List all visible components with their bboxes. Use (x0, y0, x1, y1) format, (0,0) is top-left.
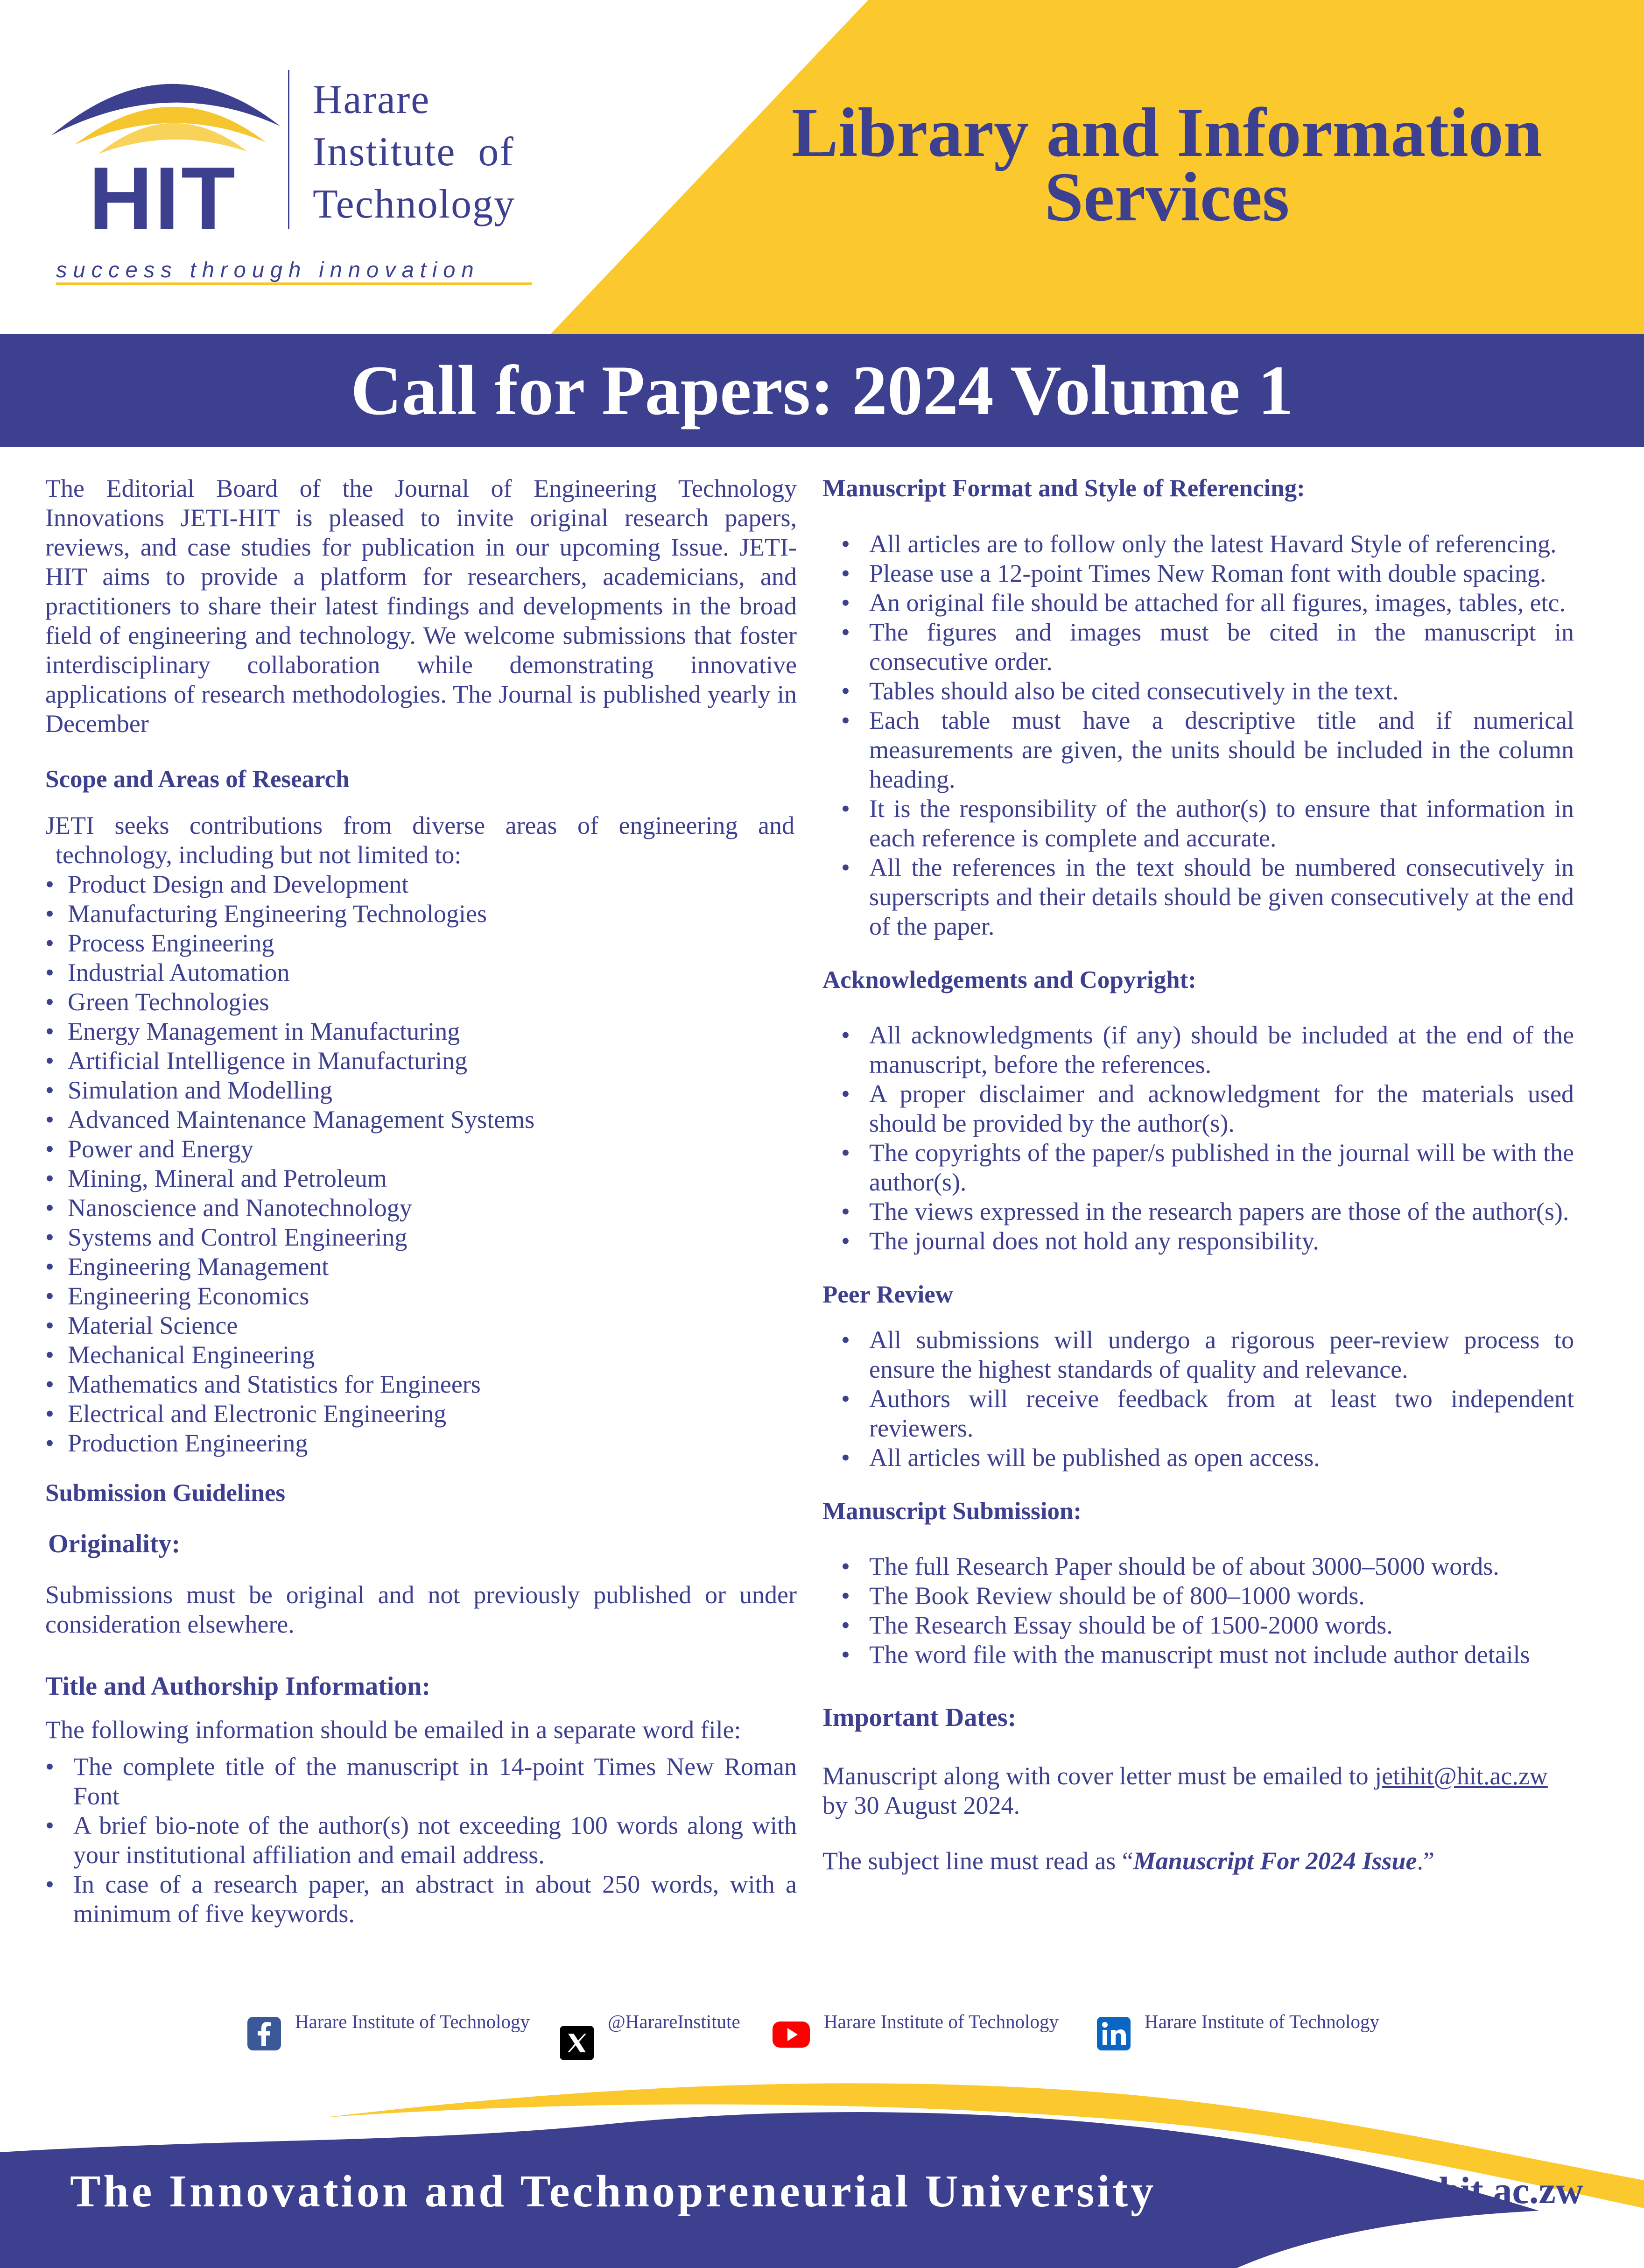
facebook-icon (247, 2017, 281, 2050)
originality-heading: Originality: (48, 1529, 181, 1558)
peer-review-list-item: • Authors will receive feedback from at least two independent reviewers. (822, 1384, 1574, 1443)
title-authorship-list (45, 1752, 797, 1929)
submission-heading: Submission Guidelines (45, 1479, 286, 1507)
scope-intro (45, 811, 797, 870)
x-icon (560, 2026, 594, 2060)
format-list-item: • All articles are to follow only the latest Havard Style of referencing. (822, 529, 1574, 559)
important-dates-heading: Important Dates: (822, 1703, 1017, 1732)
format-list-item: • All the references in the text should be numbered consecutively in superscripts and their details should be given consecutively at the end of the paper. (822, 853, 1574, 941)
scope-list-item: • Mining, Mineral and Petroleum (45, 1164, 797, 1193)
manuscript-submission-heading: Manuscript Submission: (822, 1498, 1082, 1525)
email-link[interactable]: jetihit@hit.ac.zw (1375, 1762, 1548, 1790)
footer-slogan: The Innovation and Technopreneurial University (70, 2166, 1157, 2217)
scope-list-item: • Artificial Intelligence in Manufacturing (45, 1046, 797, 1076)
department-title-line2: Services (1044, 158, 1290, 236)
format-heading: Manuscript Format and Style of Referencing: (822, 475, 1305, 502)
scope-list-item: • Production Engineering (45, 1429, 797, 1458)
social-youtube[interactable] (773, 2007, 1059, 2050)
peer-review-heading: Peer Review (822, 1281, 954, 1308)
youtube-icon (773, 2017, 810, 2050)
logo-underline (56, 282, 532, 285)
format-list-item: • Please use a 12-point Times New Roman font with double spacing. (822, 559, 1574, 588)
dates-text-before: Manuscript along with cover letter must be emailed to (822, 1762, 1375, 1790)
scope-intro-line1: JETI seeks contributions from diverse areas of engineering and (45, 811, 794, 839)
originality-text: Submissions must be original and not previously published or under consideration elsewhere. (45, 1581, 797, 1638)
ack-list-item: • A proper disclaimer and acknowledgment for the materials used should be provided by the author(s). (822, 1079, 1574, 1138)
scope-list-item: • Mechanical Engineering (45, 1340, 797, 1370)
scope-list-item: • Mathematics and Statistics for Engineers (45, 1370, 797, 1399)
title-authorship-heading: Title and Authorship Information: (45, 1672, 431, 1701)
format-list-item: • Each table must have a descriptive title and if numerical measurements are given, the units should be included in the column heading. (822, 706, 1574, 794)
scope-list-item: • Product Design and Development (45, 870, 797, 899)
scope-list (45, 870, 797, 1458)
scope-list-item: • Green Technologies (45, 987, 797, 1017)
format-list-item: • Tables should also be cited consecutively in the text. (822, 676, 1574, 706)
format-list-item: • It is the responsibility of the author(s) to ensure that information in each reference is complete and accurate. (822, 794, 1574, 853)
scope-intro-line2: technology, including but not limited to: (56, 841, 462, 869)
title-authorship-list-item: • The complete title of the manuscript in 14-point Times New Roman Font (45, 1752, 797, 1811)
scope-list-item: • Energy Management in Manufacturing (45, 1017, 797, 1046)
scope-list-item: • Process Engineering (45, 929, 797, 958)
social-linkedin[interactable] (1097, 2007, 1379, 2050)
important-dates-text (822, 1761, 1574, 1820)
logo-word-institute: Institute of (313, 129, 514, 175)
linkedin-icon (1097, 2017, 1131, 2050)
manuscript-submission-list-item: • The full Research Paper should be of about 3000–5000 words. (822, 1552, 1574, 1581)
youtube-label: Harare Institute of Technology (824, 2011, 1059, 2032)
format-list-item: • The figures and images must be cited in the manuscript in consecutive order. (822, 618, 1574, 676)
header (0, 0, 1644, 334)
scope-list-item: • Manufacturing Engineering Technologies (45, 899, 797, 929)
manuscript-submission-list (822, 1552, 1574, 1669)
scope-list-item: • Electrical and Electronic Engineering (45, 1399, 797, 1429)
manuscript-submission-list-item: • The Research Essay should be of 1500-2000 words. (822, 1611, 1574, 1640)
logo-tagline: success through innovation (56, 257, 480, 282)
social-links (247, 2007, 1414, 2050)
ack-list (822, 1021, 1574, 1256)
subject-before: The subject line must read as “ (822, 1847, 1133, 1875)
scope-list-item: • Engineering Economics (45, 1282, 797, 1311)
intro-paragraph: The Editorial Board of the Journal of Engineering Technology Innovations JETI-HIT is pleased to invite original research papers, reviews, and case studies for publication in our upcoming Issue. JETI-HIT aims to provide a platform for researchers, academicians, and practitioners to share their latest findings and developments in the broad field of engineering and technology. We welcome submissions that foster interdisciplinary collaboration while demonstrating innovative applications of research methodologies. The Journal is published yearly in December (45, 474, 797, 738)
scope-list-item: • Simulation and Modelling (45, 1076, 797, 1105)
logo-word-technology: Technology (313, 182, 516, 227)
scope-list-item: • Nanoscience and Nanotechnology (45, 1193, 797, 1223)
scope-list-item: • Material Science (45, 1311, 797, 1340)
title-authorship-list-item: • In case of a research paper, an abstract in about 250 words, with a minimum of five keywords. (45, 1870, 797, 1929)
format-list-item: • An original file should be attached for all figures, images, tables, etc. (822, 588, 1574, 618)
scope-list-item: • Engineering Management (45, 1252, 797, 1282)
title-authorship-intro: The following information should be emailed in a separate word file: (45, 1716, 741, 1744)
peer-review-list-item: • All articles will be published as open access. (822, 1443, 1574, 1472)
linkedin-label: Harare Institute of Technology (1145, 2011, 1380, 2032)
scope-list-item: • Industrial Automation (45, 958, 797, 987)
scope-list-item: • Systems and Control Engineering (45, 1223, 797, 1252)
hit-logo[interactable] (47, 56, 541, 289)
department-title (738, 94, 1596, 236)
ack-list-item: • The views expressed in the research papers are those of the author(s). (822, 1197, 1574, 1226)
ack-list-item: • The copyrights of the paper/s published in the journal will be with the author(s). (822, 1138, 1574, 1197)
subject-after: .” (1417, 1847, 1434, 1875)
scope-list-item: • Advanced Maintenance Management Systems (45, 1105, 797, 1134)
department-title-line1: Library and Information (791, 94, 1543, 171)
ack-list-item: • All acknowledgments (if any) should be included at the end of the manuscript, before the references. (822, 1021, 1574, 1079)
ack-heading: Acknowledgements and Copyright: (822, 966, 1196, 993)
right-column (822, 474, 1574, 1876)
hit-arch-logo-icon (47, 56, 289, 159)
social-facebook[interactable] (247, 2007, 530, 2050)
format-list (822, 529, 1574, 941)
footer-url-link[interactable]: www.hit.ac.zw (1348, 2169, 1583, 2212)
manuscript-submission-list-item: • The Book Review should be of 800–1000 words. (822, 1581, 1574, 1611)
subject-emphasis: Manuscript For 2024 Issue (1133, 1847, 1417, 1875)
social-x[interactable] (560, 2007, 740, 2060)
left-column (45, 474, 797, 1929)
dates-text-after: by 30 August 2024. (822, 1791, 1020, 1819)
scope-heading: Scope and Areas of Research (45, 766, 350, 793)
logo-mark: HIT (89, 149, 238, 248)
title-band (0, 334, 1644, 447)
facebook-label: Harare Institute of Technology (295, 2011, 530, 2032)
page-title: Call for Papers: 2024 Volume 1 (351, 351, 1293, 430)
logo-divider (288, 70, 289, 229)
x-label: @HarareInstitute (608, 2011, 740, 2032)
title-authorship-list-item: • A brief bio-note of the author(s) not exceeding 100 words along with your institutional affiliation and email address. (45, 1811, 797, 1870)
subject-line-text (822, 1846, 1574, 1876)
manuscript-submission-list-item: • The word file with the manuscript must not include author details (822, 1640, 1574, 1669)
scope-list-item: • Power and Energy (45, 1134, 797, 1164)
logo-word-harare: Harare (313, 77, 430, 122)
peer-review-list (822, 1325, 1574, 1472)
peer-review-list-item: • All submissions will undergo a rigorous peer-review process to ensure the highest standards of quality and relevance. (822, 1325, 1574, 1384)
ack-list-item: • The journal does not hold any responsibility. (822, 1226, 1574, 1256)
